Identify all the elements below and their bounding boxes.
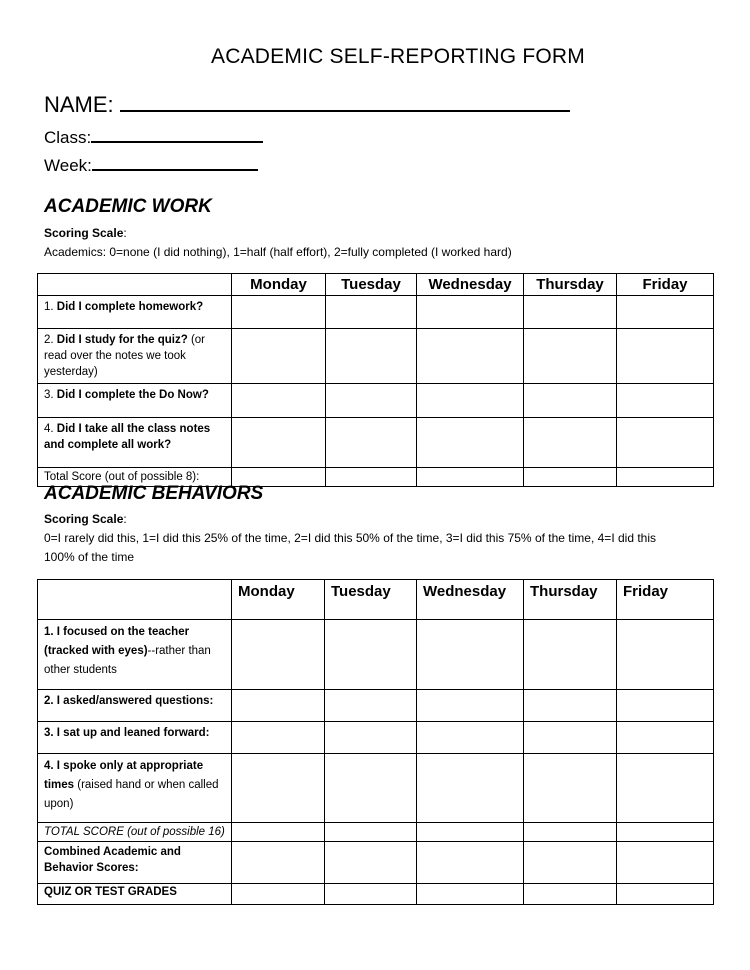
score-cell[interactable]	[417, 418, 524, 468]
day-header: Wednesday	[417, 274, 524, 296]
score-cell[interactable]	[232, 418, 326, 468]
score-cell[interactable]	[524, 384, 617, 418]
score-cell[interactable]	[617, 418, 714, 468]
table-row	[38, 690, 714, 722]
score-cell[interactable]	[524, 823, 617, 842]
table-row	[38, 620, 714, 690]
table-row	[38, 384, 714, 418]
class-row	[44, 128, 263, 148]
behaviors-scale-label: Scoring Scale:	[44, 512, 127, 526]
score-cell[interactable]	[617, 384, 714, 418]
total-label: TOTAL SCORE (out of possible 16)	[38, 823, 232, 842]
score-cell[interactable]	[617, 722, 714, 754]
day-header: Thursday	[524, 274, 617, 296]
table-row	[38, 722, 714, 754]
academic-behaviors-table	[37, 579, 714, 905]
score-cell[interactable]	[417, 884, 524, 905]
table-row	[38, 296, 714, 329]
score-cell[interactable]	[617, 329, 714, 384]
day-header: Thursday	[524, 580, 617, 620]
score-cell[interactable]	[232, 620, 325, 690]
score-cell[interactable]	[326, 418, 417, 468]
day-header: Monday	[232, 274, 326, 296]
week-label: Week:	[44, 156, 92, 175]
corner-cell	[38, 580, 232, 620]
score-cell[interactable]	[417, 722, 524, 754]
score-cell[interactable]	[524, 754, 617, 823]
score-cell[interactable]	[326, 329, 417, 384]
score-cell[interactable]	[417, 329, 524, 384]
score-cell[interactable]	[232, 823, 325, 842]
day-header: Friday	[617, 580, 714, 620]
score-cell[interactable]	[417, 823, 524, 842]
score-cell[interactable]	[524, 468, 617, 487]
score-cell[interactable]	[232, 754, 325, 823]
score-cell[interactable]	[417, 468, 524, 487]
form-title: ACADEMIC SELF-REPORTING FORM	[211, 45, 585, 68]
academic-work-heading: ACADEMIC WORK	[44, 196, 212, 217]
score-cell[interactable]	[325, 842, 417, 884]
score-cell[interactable]	[617, 884, 714, 905]
score-cell[interactable]	[326, 384, 417, 418]
week-field[interactable]	[92, 169, 258, 171]
day-header: Tuesday	[325, 580, 417, 620]
question-cell: 1. I focused on the teacher (tracked with eyes)--rather than other students	[38, 620, 232, 690]
day-header: Wednesday	[417, 580, 524, 620]
quiz-row	[38, 884, 714, 905]
table-header-row	[38, 580, 714, 620]
score-cell[interactable]	[325, 722, 417, 754]
name-row	[44, 92, 570, 118]
score-cell[interactable]	[417, 384, 524, 418]
day-header: Friday	[617, 274, 714, 296]
question-cell: 2. Did I study for the quiz? (or read over the notes we took yesterday)	[38, 329, 232, 384]
score-cell[interactable]	[524, 690, 617, 722]
score-cell[interactable]	[617, 842, 714, 884]
class-label: Class:	[44, 128, 92, 147]
score-cell[interactable]	[232, 690, 325, 722]
score-cell[interactable]	[524, 329, 617, 384]
score-cell[interactable]	[617, 754, 714, 823]
work-scale-label: Scoring Scale:	[44, 226, 127, 240]
question-cell: 4. I spoke only at appropriate times (raised hand or when called upon)	[38, 754, 232, 823]
academic-work-table	[37, 273, 714, 487]
quiz-label: QUIZ OR TEST GRADES	[38, 884, 232, 905]
score-cell[interactable]	[232, 329, 326, 384]
score-cell[interactable]	[617, 690, 714, 722]
score-cell[interactable]	[417, 690, 524, 722]
academic-behaviors-heading: ACADEMIC BEHAVIORS	[44, 483, 264, 504]
score-cell[interactable]	[232, 842, 325, 884]
score-cell[interactable]	[617, 468, 714, 487]
score-cell[interactable]	[325, 620, 417, 690]
class-field[interactable]	[91, 141, 263, 143]
score-cell[interactable]	[232, 884, 325, 905]
score-cell[interactable]	[232, 722, 325, 754]
week-row	[44, 156, 258, 176]
score-cell[interactable]	[326, 468, 417, 487]
score-cell[interactable]	[617, 296, 714, 329]
score-cell[interactable]	[524, 842, 617, 884]
score-cell[interactable]	[524, 722, 617, 754]
score-cell[interactable]	[417, 842, 524, 884]
score-cell[interactable]	[326, 296, 417, 329]
question-cell: 1. Did I complete homework?	[38, 296, 232, 329]
behaviors-scale-text: 0=I rarely did this, 1=I did this 25% of the time, 2=I did this 50% of the time, 3=I did this 75% of the time, 4=I did this 100% of the time	[44, 531, 657, 564]
score-cell[interactable]	[325, 823, 417, 842]
score-cell[interactable]	[325, 690, 417, 722]
name-label: NAME:	[44, 92, 114, 117]
score-cell[interactable]	[325, 884, 417, 905]
day-header: Monday	[232, 580, 325, 620]
question-cell: 2. I asked/answered questions:	[38, 690, 232, 722]
table-row	[38, 329, 714, 384]
combined-label: Combined Academic and Behavior Scores:	[38, 842, 232, 884]
corner-cell	[38, 274, 232, 296]
score-cell[interactable]	[232, 384, 326, 418]
score-cell[interactable]	[417, 754, 524, 823]
score-cell[interactable]	[524, 620, 617, 690]
score-cell[interactable]	[232, 296, 326, 329]
score-cell[interactable]	[325, 754, 417, 823]
question-cell: 3. Did I complete the Do Now?	[38, 384, 232, 418]
total-row	[38, 823, 714, 842]
question-cell: 3. I sat up and leaned forward:	[38, 722, 232, 754]
score-cell[interactable]	[524, 418, 617, 468]
score-cell[interactable]	[417, 620, 524, 690]
table-row	[38, 754, 714, 823]
question-cell: 4. Did I take all the class notes and complete all work?	[38, 418, 232, 468]
total-label: Total Score (out of possible 8):	[38, 468, 232, 487]
table-row	[38, 418, 714, 468]
score-cell[interactable]	[524, 884, 617, 905]
score-cell[interactable]	[524, 296, 617, 329]
combined-row	[38, 842, 714, 884]
score-cell[interactable]	[417, 296, 524, 329]
score-cell[interactable]	[617, 620, 714, 690]
name-field[interactable]	[120, 110, 570, 112]
table-header-row	[38, 274, 714, 296]
day-header: Tuesday	[326, 274, 417, 296]
work-scale-text: Academics: 0=none (I did nothing), 1=half (half effort), 2=fully completed (I worked hard)	[44, 245, 512, 259]
score-cell[interactable]	[617, 823, 714, 842]
